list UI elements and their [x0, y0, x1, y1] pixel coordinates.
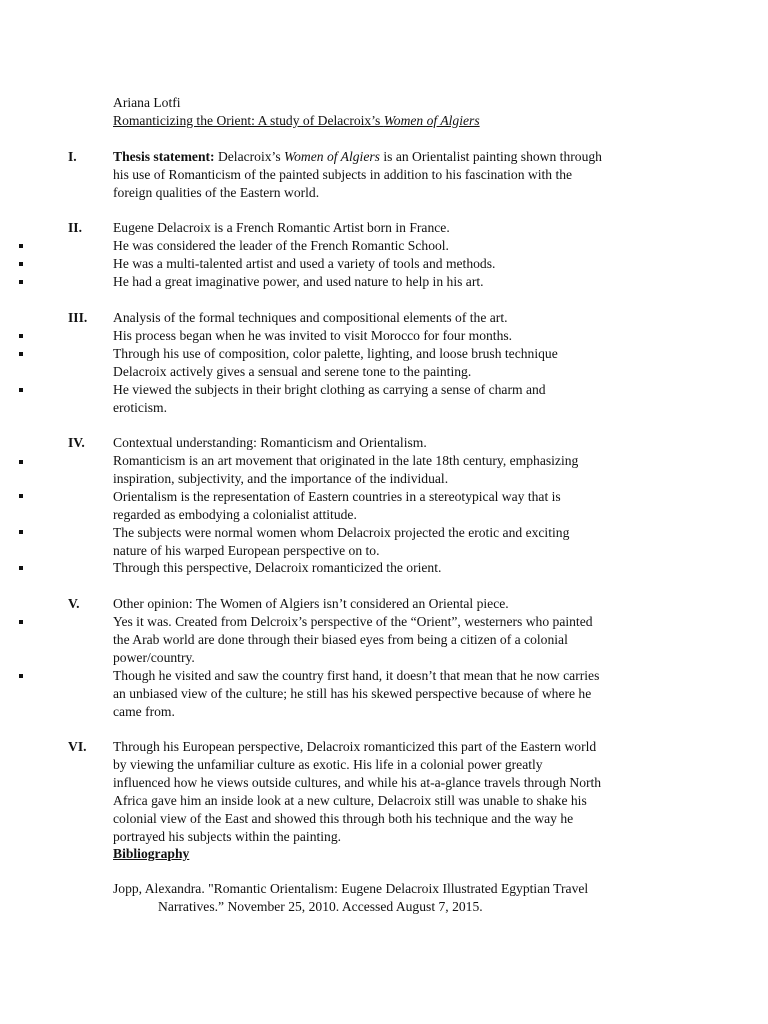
- paragraph-line: by viewing the unfamiliar culture as exotic. His life in a colonial power greatly: [113, 757, 543, 772]
- title-italic: Women of Algiers: [383, 113, 480, 128]
- bullet-icon: [19, 262, 23, 266]
- bullet-text: Through his use of composition, color palette, lighting, and loose brush technique: [113, 346, 558, 361]
- bullet-text: the Arab world are done through their biased eyes from being a citizen of a colonial: [113, 632, 568, 647]
- bullet-text: Though he visited and saw the country first hand, it doesn’t that mean that he now carries: [113, 668, 600, 683]
- document-title: [113, 112, 480, 130]
- bullet-icon: [19, 620, 23, 624]
- bullet-icon: [19, 244, 23, 248]
- paragraph-line: Africa gave him an inside look at a new culture, Delacroix still was unable to shake his: [113, 793, 587, 808]
- bullet-text: came from.: [113, 704, 175, 719]
- bullet-icon: [19, 494, 23, 498]
- bullet-text: power/country.: [113, 650, 195, 665]
- bullet-text: He was a multi-talented artist and used a variety of tools and methods.: [113, 256, 496, 271]
- section-heading: Analysis of the formal techniques and compositional elements of the art.: [113, 310, 508, 325]
- section-heading: Eugene Delacroix is a French Romantic Artist born in France.: [113, 220, 450, 235]
- section-numeral: II.: [68, 220, 82, 235]
- section-heading: Contextual understanding: Romanticism and Orientalism.: [113, 435, 427, 450]
- paragraph-line: colonial view of the East and showed this through both his technique and the way he: [113, 811, 574, 826]
- thesis-line: Thesis statement: Delacroix’s Women of Algiers is an Orientalist painting shown through: [113, 149, 602, 164]
- bullet-text: His process began when he was invited to visit Morocco for four months.: [113, 328, 513, 343]
- paragraph-line: Through his European perspective, Delacroix romanticized this part of the Eastern world: [113, 739, 597, 754]
- bullet-icon: [19, 530, 23, 534]
- bullet-text: eroticism.: [113, 400, 167, 415]
- text-line: foreign qualities of the Eastern world.: [113, 185, 320, 200]
- bullet-icon: [19, 388, 23, 392]
- bullet-text: nature of his warped European perspective on to.: [113, 543, 380, 558]
- bullet-text: He had a great imaginative power, and used nature to help in his art.: [113, 274, 484, 289]
- bullet-text: an unbiased view of the culture; he still has his skewed perspective because of where he: [113, 686, 592, 701]
- bibliography-entry-line: Jopp, Alexandra. "Romantic Orientalism: Eugene Delacroix Illustrated Egyptian Travel: [113, 881, 589, 896]
- text-line: his use of Romanticism of the painted subjects in addition to his fascination with the: [113, 167, 573, 182]
- bullet-text: Romanticism is an art movement that originated in the late 18th century, emphasizing: [113, 453, 579, 468]
- section-numeral: I.: [68, 149, 77, 164]
- title-text: Romanticizing the Orient: A study of Delacroix’s: [113, 113, 384, 128]
- section-numeral: VI.: [68, 739, 87, 754]
- bullet-icon: [19, 334, 23, 338]
- bullet-icon: [19, 566, 23, 570]
- bullet-text: He was considered the leader of the French Romantic School.: [113, 238, 449, 253]
- bullet-text: Yes it was. Created from Delcroix’s perspective of the “Orient”, westerners who painted: [113, 614, 593, 629]
- bullet-icon: [19, 674, 23, 678]
- bullet-text: He viewed the subjects in their bright clothing as carrying a sense of charm and: [113, 382, 546, 397]
- section-numeral: III.: [68, 310, 88, 325]
- bullet-icon: [19, 280, 23, 284]
- bibliography-entry-line: Narratives.” November 25, 2010. Accessed August 7, 2015.: [158, 899, 483, 914]
- author-name: Ariana Lotfi: [113, 95, 181, 110]
- bibliography-heading: Bibliography: [113, 846, 190, 861]
- bullet-icon: [19, 460, 23, 464]
- bullet-text: regarded as embodying a colonialist attitude.: [113, 507, 357, 522]
- bullet-text: inspiration, subjectivity, and the importance of the individual.: [113, 471, 449, 486]
- section-heading: Other opinion: The Women of Algiers isn’t considered an Oriental piece.: [113, 596, 509, 611]
- bullet-text: The subjects were normal women whom Delacroix projected the erotic and exciting: [113, 525, 570, 540]
- thesis-label: Thesis statement:: [113, 149, 215, 164]
- bullet-text: Orientalism is the representation of Eastern countries in a stereotypical way that is: [113, 489, 561, 504]
- bullet-icon: [19, 352, 23, 356]
- paragraph-line: influenced how he views outside cultures, and while his at-a-glance travels through North: [113, 775, 602, 790]
- bullet-text: Through this perspective, Delacroix romanticized the orient.: [113, 560, 442, 575]
- bullet-text: Delacroix actively gives a sensual and serene tone to the painting.: [113, 364, 472, 379]
- section-numeral: V.: [68, 596, 80, 611]
- section-numeral: IV.: [68, 435, 85, 450]
- paragraph-line: portrayed his subjects within the painting.: [113, 829, 342, 844]
